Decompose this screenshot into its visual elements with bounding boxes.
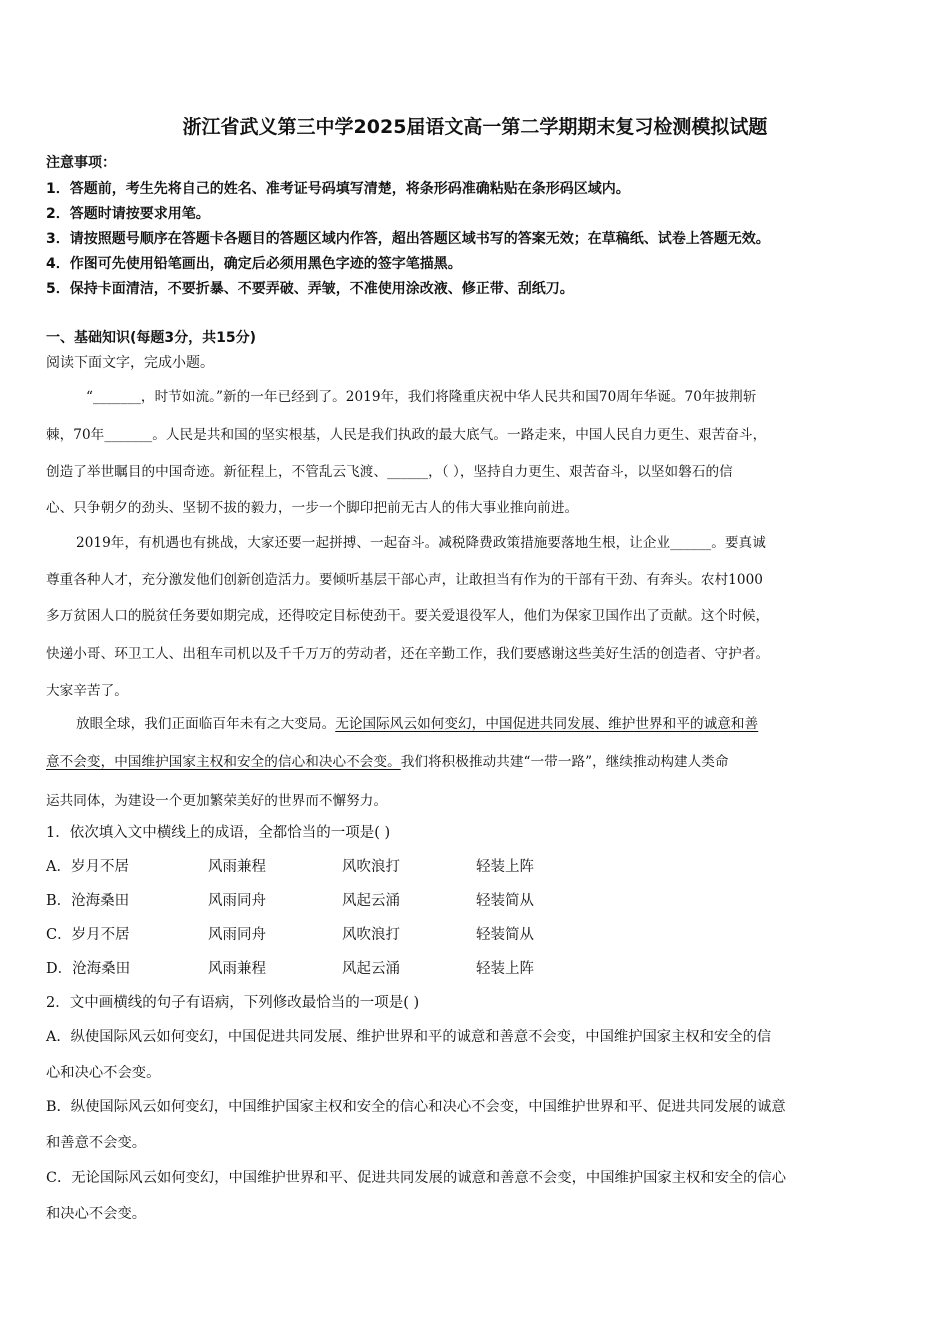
passage-line (76, 712, 758, 732)
notice-item: 3．请按照题号顺序在答题卡各题目的答题区域内作答，超出答题区域书写的答案无效；在草稿纸、试卷上答题无效。 (46, 231, 770, 247)
option-label: B．沧海桑田 (46, 893, 130, 909)
notice-item: 2．答题时请按要求用笔。 (46, 206, 210, 222)
passage-line: 多万贫困人口的脱贫任务要如期完成，还得咬定目标使劲干。要关爱退役军人，他们为保家卫国作出了贡献。这个时候， (46, 608, 770, 624)
question-2-option-b: B．纵使国际风云如何变幻，中国维护国家主权和安全的信心和决心不会变，中国维护世界和平、促进共同发展的诚意 (46, 1099, 786, 1115)
option-term: 轻装上阵 (476, 961, 534, 977)
passage-line: 棘，70年_______。人民是共和国的坚实根基，人民是我们执政的最大底气。一路走来，中国人民自力更生、艰苦奋斗， (46, 427, 767, 443)
plain-text: 放眼全球，我们正面临百年未有之大变局。 (76, 716, 336, 732)
notice-item: 4．作图可先使用铅笔画出，确定后必须用黑色字迹的签字笔描黑。 (46, 256, 462, 272)
option-term: 风吹浪打 (342, 927, 400, 943)
passage-line: “_______，时节如流。”新的一年已经到了。2019年，我们将隆重庆祝中华人民共和国70周年华诞。70年披荆斩 (86, 389, 757, 405)
passage-line: 尊重各种人才，充分激发他们创新创造活力。要倾听基层干部心声，让敢担当有作为的干部有干劲、有奔头。农村1000 (46, 572, 763, 588)
option-term: 风雨同舟 (208, 893, 266, 909)
question-1-stem: 1．依次填入文中横线上的成语，全都恰当的一项是( ) (46, 825, 391, 841)
option-term: 风雨兼程 (208, 961, 266, 977)
option-label: D．沧海桑田 (46, 961, 131, 977)
page-title: 浙江省武义第三中学2025届语文高一第二学期期末复习检测模拟试题 (182, 116, 768, 138)
passage-line (46, 750, 729, 770)
notice-heading: 注意事项： (46, 155, 116, 171)
underlined-sentence: 意不会变，中国维护国家主权和安全的信心和决心不会变。 (46, 754, 401, 770)
question-2-stem: 2．文中画横线的句子有语病，下列修改最恰当的一项是( ) (46, 995, 420, 1011)
section-heading: 一、基础知识(每题3分，共15分) (46, 330, 257, 346)
notice-item: 5．保持卡面清洁，不要折暴、不要弄破、弄皱，不准使用涂改液、修正带、刮纸刀。 (46, 281, 574, 297)
question-2-option-a-cont: 心和决心不会变。 (46, 1065, 161, 1081)
option-term: 风吹浪打 (342, 859, 400, 875)
question-2-option-c-cont: 和决心不会变。 (46, 1206, 147, 1222)
plain-text: 我们将积极推动共建“一带一路”，继续推动构建人类命 (400, 754, 729, 770)
section-instruction: 阅读下面文字，完成小题。 (46, 355, 214, 371)
passage-line: 心、只争朝夕的劲头、坚韧不拔的毅力，一步一个脚印把前无古人的伟大事业推向前进。 (46, 500, 579, 516)
question-2-option-c: C．无论国际风云如何变幻，中国维护世界和平、促进共同发展的诚意和善意不会变，中国维护国家主权和安全的信心 (46, 1170, 787, 1186)
option-label: C．岁月不居 (46, 927, 130, 943)
option-term: 风雨兼程 (208, 859, 266, 875)
option-term: 轻装简从 (476, 893, 534, 909)
passage-line: 2019年，有机遇也有挑战，大家还要一起拼搏、一起奋斗。减税降费政策措施要落地生根，让企业______。要真诚 (76, 535, 766, 551)
passage-line: 运共同体，为建设一个更加繁荣美好的世界而不懈努力。 (46, 793, 388, 809)
option-term: 风雨同舟 (208, 927, 266, 943)
question-2-option-a: A．纵使国际风云如何变幻，中国促进共同发展、维护世界和平的诚意和善意不会变，中国维护国家主权和安全的信 (46, 1029, 772, 1045)
passage-line: 创造了举世瞩目的中国奇迹。新征程上，不管乱云飞渡、______，（ ），坚持自力更生、艰苦奋斗，以坚如磐石的信 (46, 464, 733, 480)
option-term: 风起云涌 (342, 961, 400, 977)
underlined-sentence: 无论国际风云如何变幻，中国促进共同发展、维护世界和平的诚意和善 (335, 716, 759, 732)
passage-line: 快递小哥、环卫工人、出租车司机以及千千万万的劳动者，还在辛勤工作，我们要感谢这些美好生活的创造者、守护者。 (46, 646, 770, 662)
question-2-option-b-cont: 和善意不会变。 (46, 1135, 147, 1151)
option-term: 轻装简从 (476, 927, 534, 943)
notice-item: 1．答题前，考生先将自己的姓名、准考证号码填写清楚，将条形码准确粘贴在条形码区域内。 (46, 181, 630, 197)
option-term: 风起云涌 (342, 893, 400, 909)
option-label: A．岁月不居 (46, 859, 129, 875)
passage-line: 大家辛苦了。 (46, 683, 128, 699)
option-term: 轻装上阵 (476, 859, 534, 875)
